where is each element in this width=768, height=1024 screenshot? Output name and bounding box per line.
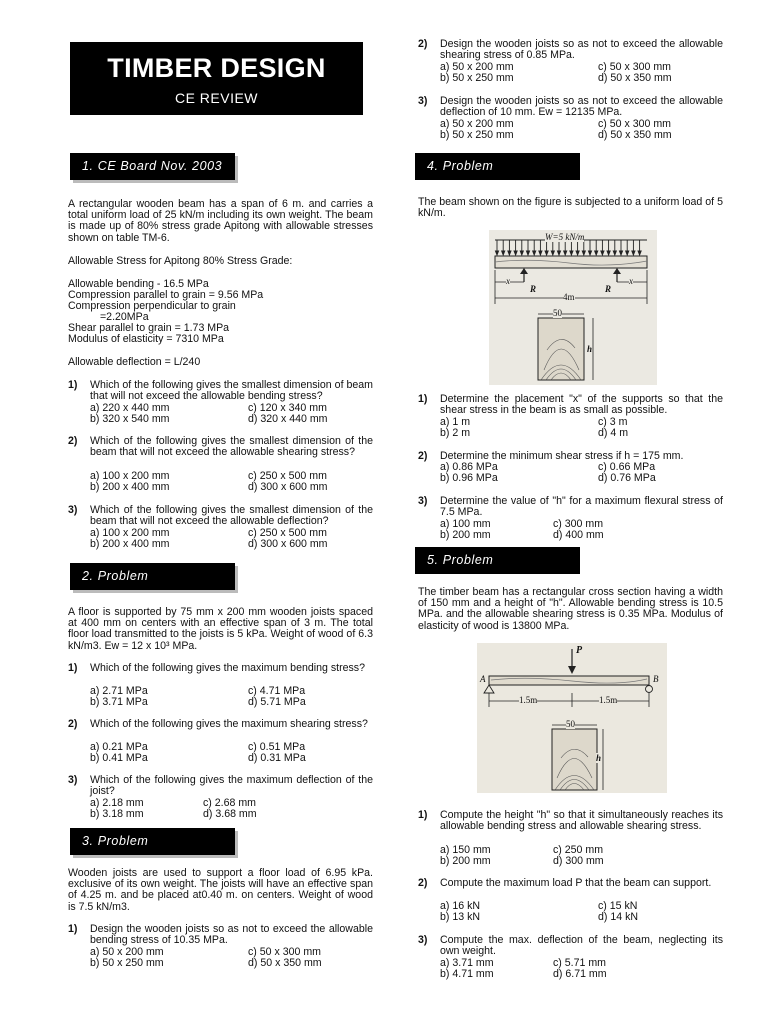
option-b: b) 50 x 250 mm — [440, 72, 514, 84]
option-b: b) 200 mm — [440, 529, 491, 541]
allowable-compression-perp-value: =2.20MPa — [100, 311, 149, 323]
option-a: a) 50 x 200 mm — [440, 61, 514, 73]
load-label: W=5 kN/m — [545, 232, 585, 242]
option-a: a) 2.71 MPa — [90, 685, 148, 697]
option-d: d) 400 mm — [553, 529, 604, 541]
option-c: c) 3 m — [598, 416, 628, 428]
option-b: b) 200 x 400 mm — [90, 481, 170, 493]
option-a: a) 100 mm — [440, 518, 491, 530]
load-p-label: P — [576, 645, 583, 656]
option-b: b) 4.71 mm — [440, 968, 494, 980]
section-2-intro: A floor is supported by 75 mm x 200 mm wooden joists spaced at 400 mm on centers with an effective span of 3 m. The total floor load transmitted to the joists is 5 kPa. Weight of wood of 6.3 kN/m3. Ew = 12 x 10³ MPa. — [68, 606, 373, 652]
option-c: c) 4.71 MPa — [248, 685, 306, 697]
height-label: h — [587, 344, 593, 354]
option-c: c) 300 mm — [553, 518, 604, 530]
load-arrow-head — [545, 251, 548, 255]
option-a: a) 1 m — [440, 416, 471, 428]
option-a: a) 0.86 MPa — [440, 461, 498, 473]
beam-figure-uniform-load — [489, 230, 657, 385]
load-arrow-head — [551, 251, 554, 255]
x-right-label: x — [629, 276, 633, 286]
section-5-intro: The timber beam has a rectangular cross section having a width of 150 mm and a height of "h". Allowable bending stress is 10.5 MPa. and the allowable shearing stress is 0.35 MPa. Modulus of elasticity of wood is 13800 MPa. — [418, 586, 723, 632]
question — [68, 380, 373, 430]
option-a: a) 50 x 200 mm — [440, 118, 514, 130]
option-d: d) 300 mm — [553, 855, 604, 867]
option-b: b) 2 m — [440, 427, 471, 439]
option-a: a) 0.21 MPa — [90, 741, 148, 753]
question-stem: Compute the maximum load P that the beam can support. — [440, 877, 712, 889]
beam-figure-point-load — [477, 643, 667, 793]
option-b: b) 50 x 250 mm — [90, 957, 164, 969]
support-b-label: B — [653, 674, 659, 684]
option-a: a) 150 mm — [440, 844, 491, 856]
load-arrow-head — [626, 251, 629, 255]
question-stem: Which of the following gives the maximum shearing stress? — [90, 718, 368, 730]
load-arrow-head — [570, 251, 573, 255]
load-arrow-head — [601, 251, 604, 255]
question-stem: Determine the value of "h" for a maximum flexural stress of 7.5 MPa. — [440, 495, 723, 519]
question-stem: Design the wooden joists so as not to exceed the allowable shearing stress of 0.85 MPa. — [440, 38, 723, 62]
option-d: d) 6.71 mm — [553, 968, 607, 980]
height-label: h — [596, 753, 602, 763]
question-number: 1) — [68, 379, 78, 391]
question-number: 2) — [68, 435, 78, 447]
allowable-title: Allowable Stress for Apitong 80% Stress Grade: — [68, 255, 293, 267]
allowable-compression-parallel: Compression parallel to grain = 9.56 MPa — [68, 289, 264, 301]
question-number: 2) — [418, 38, 428, 50]
option-d: d) 0.76 MPa — [598, 472, 656, 484]
simply-supported-beam-diagram — [477, 643, 667, 793]
question-stem: Determine the placement "x" of the supports so that the shear stress in the beam is as small as possible. — [440, 393, 723, 417]
question-number: 2) — [418, 877, 428, 889]
x-left-label: x — [506, 276, 510, 286]
question-stem: Design the wooden joists so as not to exceed the allowable deflection of 10 mm. Ew = 12135 MPa. — [440, 95, 723, 119]
option-c: c) 5.71 mm — [553, 957, 606, 969]
document-title-banner — [70, 42, 363, 115]
option-c: c) 250 x 500 mm — [248, 527, 327, 539]
option-d: d) 50 x 350 mm — [598, 72, 672, 84]
question — [418, 394, 723, 444]
option-c: c) 250 x 500 mm — [248, 470, 327, 482]
option-a: a) 100 x 200 mm — [90, 470, 170, 482]
load-arrow-head — [520, 251, 523, 255]
option-c: c) 0.51 MPa — [248, 741, 306, 753]
question-number: 1) — [68, 923, 78, 935]
width-label: 50 — [553, 308, 562, 318]
question — [418, 451, 723, 491]
option-d: d) 50 x 350 mm — [598, 129, 672, 141]
load-arrow-head — [632, 251, 635, 255]
support-a-label: A — [480, 674, 486, 684]
load-arrow-head — [539, 251, 542, 255]
option-c: c) 120 x 340 mm — [248, 402, 327, 414]
question-stem: Which of the following gives the maximum deflection of the joist? — [90, 774, 373, 798]
beam-diagram — [489, 230, 657, 385]
option-d: d) 300 x 600 mm — [248, 481, 328, 493]
question-stem: Compute the max. deflection of the beam, neglecting its own weight. — [440, 934, 723, 958]
option-a: a) 3.71 mm — [440, 957, 494, 969]
option-c: c) 50 x 300 mm — [598, 61, 672, 73]
document-title: TIMBER DESIGN — [107, 53, 326, 83]
question — [68, 775, 373, 825]
option-b: b) 0.41 MPa — [90, 752, 148, 764]
section-heading-4: 4. Problem — [415, 153, 580, 180]
allowable-shear: Shear parallel to grain = 1.73 MPa — [68, 322, 230, 334]
load-arrow-head — [607, 251, 610, 255]
load-arrow-head — [502, 251, 505, 255]
option-d: d) 3.68 mm — [203, 808, 257, 820]
question — [418, 810, 723, 870]
load-arrow-head — [619, 251, 622, 255]
load-arrow-head — [613, 251, 616, 255]
load-arrow-head — [557, 251, 560, 255]
question-number: 3) — [418, 934, 428, 946]
option-a: a) 50 x 200 mm — [90, 946, 164, 958]
option-b: b) 320 x 540 mm — [90, 413, 170, 425]
question-number: 2) — [418, 450, 428, 462]
option-c: c) 2.68 mm — [203, 797, 256, 809]
question-number: 2) — [68, 718, 78, 730]
option-d: d) 300 x 600 mm — [248, 538, 328, 550]
question-number: 1) — [68, 662, 78, 674]
option-c: c) 0.66 MPa — [598, 461, 656, 473]
option-b: b) 0.96 MPa — [440, 472, 498, 484]
question-number: 3) — [68, 504, 78, 516]
option-a: a) 100 x 200 mm — [90, 527, 170, 539]
question-stem: Which of the following gives the maximum bending stress? — [90, 662, 365, 674]
option-d: d) 50 x 350 mm — [248, 957, 322, 969]
section-heading-2: 2. Problem — [70, 563, 235, 590]
option-b: b) 3.71 MPa — [90, 696, 148, 708]
load-arrow-head — [514, 251, 517, 255]
span-label: 4m — [563, 292, 575, 302]
option-d: d) 4 m — [598, 427, 629, 439]
load-arrow-head — [582, 251, 585, 255]
option-a: a) 220 x 440 mm — [90, 402, 170, 414]
question-stem: Which of the following gives the smallest dimension of beam that will not exceed the allowable bending stress? — [90, 379, 373, 403]
allowable-deflection: Allowable deflection = L/240 — [68, 356, 201, 368]
option-c: c) 50 x 300 mm — [248, 946, 322, 958]
section-3-intro: Wooden joists are used to support a floor load of 6.95 kPa. exclusive of its own weight. The joists will have an effective span of 4.25 m. and be placed at0.40 m. on centers. Weight of wood is 7.5 kN/m3. — [68, 867, 373, 913]
question-stem: Compute the height "h" so that it simultaneously reaches its allowable bending stress and allowable shearing stress. — [440, 809, 723, 833]
option-b: b) 13 kN — [440, 911, 481, 923]
question — [418, 96, 723, 146]
option-c: c) 250 mm — [553, 844, 604, 856]
option-d: d) 5.71 MPa — [248, 696, 306, 708]
question-stem: Which of the following gives the smallest dimension of the beam that will not exceed the allowable deflection? — [90, 504, 373, 528]
question — [418, 935, 723, 985]
section-4-intro: The beam shown on the figure is subjected to a uniform load of 5 kN/m. — [418, 196, 723, 220]
option-a: a) 16 kN — [440, 900, 481, 912]
question — [418, 39, 723, 89]
option-b: b) 50 x 250 mm — [440, 129, 514, 141]
modulus-elasticity: Modulus of elasticity = 7310 MPa — [68, 333, 224, 345]
section-heading-3: 3. Problem — [70, 828, 235, 855]
section-heading-1: 1. CE Board Nov. 2003 — [70, 153, 235, 180]
option-c: c) 15 kN — [598, 900, 638, 912]
question-number: 3) — [418, 95, 428, 107]
document-subtitle: CE REVIEW — [174, 90, 259, 106]
span-left-label: 1.5m — [519, 695, 538, 705]
span-right-label: 1.5m — [599, 695, 618, 705]
question-stem: Design the wooden joists so as not to exceed the allowable bending stress of 10.35 MPa. — [90, 923, 373, 947]
option-d: d) 0.31 MPa — [248, 752, 306, 764]
width-label: 50 — [566, 719, 575, 729]
question — [418, 878, 723, 928]
section-heading-5: 5. Problem — [415, 547, 580, 574]
allowable-compression-perp: Compression perpendicular to grain — [68, 300, 236, 312]
option-c: c) 50 x 300 mm — [598, 118, 672, 130]
option-d: d) 320 x 440 mm — [248, 413, 328, 425]
question-stem: Determine the minimum shear stress if h = 175 mm. — [440, 450, 684, 462]
load-arrow-head — [564, 251, 567, 255]
option-d: d) 14 kN — [598, 911, 639, 923]
question — [68, 924, 373, 974]
question-number: 1) — [418, 809, 428, 821]
question — [68, 663, 373, 713]
load-arrow-head — [526, 251, 529, 255]
load-arrow-head — [508, 251, 511, 255]
reaction-left-label: R — [530, 284, 537, 294]
section-1-intro: A rectangular wooden beam has a span of 6 m. and carries a total uniform load of 25 kN/m including its own weight. The beam is made up of 80% stress grade Apitong with allowable stresses shown on table TM-6. — [68, 198, 373, 244]
question — [418, 496, 723, 546]
question-number: 1) — [418, 393, 428, 405]
question-number: 3) — [418, 495, 428, 507]
question — [68, 719, 373, 769]
option-b: b) 200 mm — [440, 855, 491, 867]
option-a: a) 2.18 mm — [90, 797, 144, 809]
load-arrow-head — [588, 251, 591, 255]
load-arrow-head — [533, 251, 536, 255]
question-number: 3) — [68, 774, 78, 786]
load-arrow-head — [638, 251, 641, 255]
load-arrow-head — [495, 251, 498, 255]
option-b: b) 200 x 400 mm — [90, 538, 170, 550]
load-arrow-head — [576, 251, 579, 255]
question-stem: Which of the following gives the smallest dimension of the beam that will not exceed the allowable shearing stress? — [90, 435, 373, 459]
question — [68, 436, 373, 496]
reaction-right-label: R — [605, 284, 612, 294]
load-arrow-head — [595, 251, 598, 255]
allowable-bending: Allowable bending - 16.5 MPa — [68, 278, 209, 290]
question — [68, 505, 373, 555]
option-b: b) 3.18 mm — [90, 808, 144, 820]
